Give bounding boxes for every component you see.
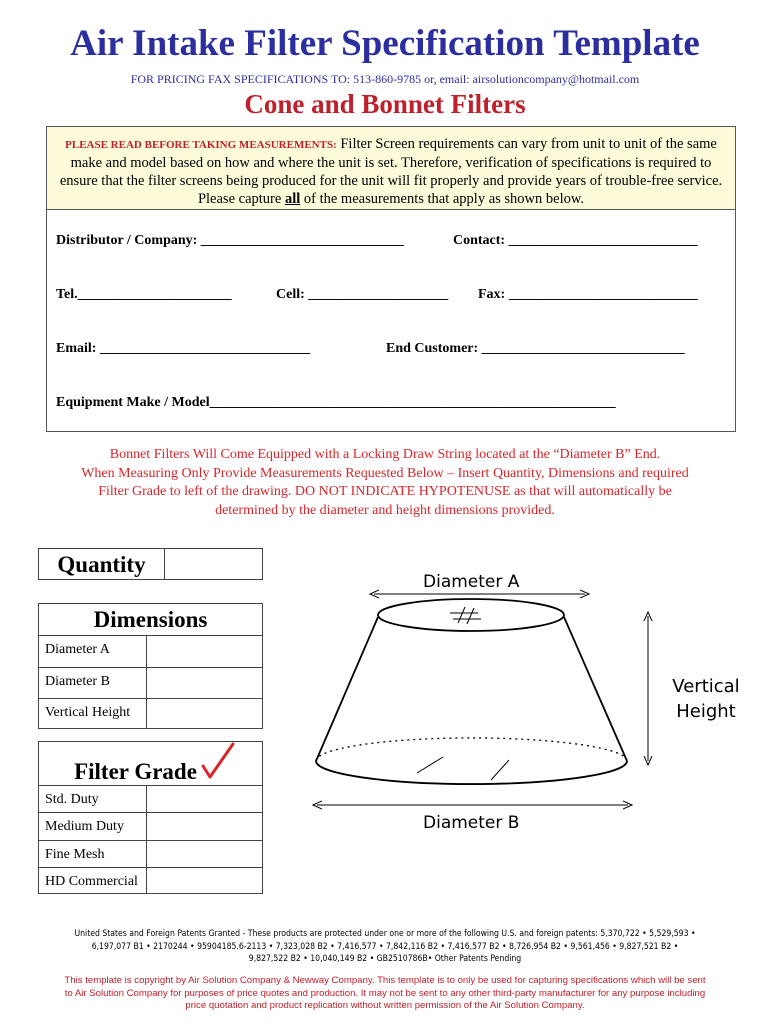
grade-row-medium-duty — [39, 812, 262, 840]
diameter-b-input[interactable] — [146, 668, 262, 698]
fax-field[interactable]: Fax: ___________________________ — [478, 287, 698, 302]
vertical-word: Vertical — [672, 676, 740, 697]
quantity-input[interactable] — [165, 549, 262, 579]
hd-commercial-checkbox[interactable] — [146, 868, 262, 893]
notice-emphasis: all — [284, 191, 301, 207]
contact-field[interactable]: Contact: ___________________________ — [453, 233, 698, 248]
shine-mark-icon — [417, 757, 443, 773]
cell-field[interactable]: Cell: ____________________ — [276, 287, 449, 302]
grade-row-hd-commercial — [39, 867, 262, 893]
grade-label: Medium Duty — [45, 819, 124, 834]
measurement-notice — [46, 126, 736, 210]
contact-form — [46, 209, 736, 432]
diameter-b-label: Diameter B — [423, 813, 520, 833]
filter-grade-box — [38, 741, 263, 894]
instructions-line-3: Filter Grade to left of the drawing. DO NOT INDICATE HYPOTENUSE as that will automatically be — [98, 484, 672, 499]
patents-notice — [30, 928, 740, 966]
copyright-line-2: to Air Solution Company for purposes of price quotes and production. It may not be sent to any other third-party manufacturer for any purpose including — [64, 987, 706, 999]
fax-line: FOR PRICING FAX SPECIFICATIONS TO: 513-860-9785 or, email: airsolutioncompany@hotmail.com — [130, 72, 640, 86]
patents-line-3: 9,827,522 B2 • 10,040,149 B2 • GB2510786B• Other Patents Pending — [248, 954, 522, 964]
tel-field[interactable]: Tel.______________________ — [56, 287, 232, 302]
vertical-height-label — [664, 674, 748, 724]
fine-mesh-checkbox[interactable] — [146, 841, 262, 867]
checkmark-icon — [197, 742, 237, 782]
notice-text-1: Filter Screen requirements can vary from unit to unit of the same make and model based on how and where the unit is set. Therefore, verification of specifications is required to ensure that the filter screens being produced for the unit will fit properly and provide years of trouble-free service. Please capture — [59, 136, 723, 207]
page-subtitle: Cone and Bonnet Filters — [244, 89, 526, 119]
notice-text-2: of the measurements that apply as shown below. — [300, 191, 585, 207]
dimension-row-diameter-b — [39, 667, 262, 698]
dimension-label: Vertical Height — [45, 705, 131, 720]
diameter-a-label: Diameter A — [423, 572, 520, 592]
copyright-line-3: price quotation and product replication without written permission of the Air Solution Company. — [185, 1000, 585, 1011]
shine-mark-icon — [491, 760, 509, 780]
page-title: Air Intake Filter Specification Template — [70, 23, 700, 64]
patents-line-2: 6,197,077 B1 • 2170244 • 95904185.6-2113 • 7,323,028 B2 • 7,416,577 • 7,842,116 B2 • 7,416,577 B2 • 8,726,954 B2 • 9,561,456 • 9,827,521 B2 • — [91, 941, 679, 952]
instructions-line-4: determined by the diameter and height dimensions provided. — [215, 502, 555, 518]
quantity-label: Quantity — [39, 549, 165, 579]
grade-label: HD Commercial — [45, 874, 138, 889]
equipment-field[interactable]: Equipment Make / Model__________________________________________________________ — [56, 395, 616, 410]
medium-duty-checkbox[interactable] — [146, 813, 262, 840]
distributor-field[interactable]: Distributor / Company: _____________________________ — [56, 233, 404, 248]
grade-label: Std. Duty — [45, 792, 99, 807]
vertical-height-input[interactable] — [146, 699, 262, 728]
copyright-notice — [30, 975, 740, 1013]
instructions — [30, 446, 740, 520]
patents-line-1: United States and Foreign Patents Granted - These products are protected under one or more of the following U.S. and foreign patents: 5,370,722 • 5,529,593 • — [74, 929, 696, 939]
dimension-label: Diameter A — [45, 642, 110, 657]
end-customer-field[interactable]: End Customer: _____________________________ — [386, 341, 685, 356]
filter-grade-title: Filter Grade — [74, 759, 197, 784]
height-word: Height — [676, 701, 736, 722]
cone-bottom-front — [316, 761, 627, 784]
cone-right-side — [564, 617, 627, 761]
dimension-label: Diameter B — [45, 674, 110, 689]
dimensions-title: Dimensions — [93, 607, 208, 632]
quantity-box — [38, 548, 263, 580]
copyright-line-1: This template is copyright by Air Solution Company & Newway Company. This template is to only be used for capturing specifications which will be sent — [64, 975, 706, 986]
notice-lead: PLEASE READ BEFORE TAKING MEASUREMENTS: — [65, 139, 337, 151]
email-field[interactable]: Email: ______________________________ — [56, 341, 310, 356]
dimensions-box — [38, 603, 263, 729]
top-hatch-icon — [450, 607, 481, 624]
grade-row-fine-mesh — [39, 840, 262, 867]
grade-row-std-duty — [39, 785, 262, 812]
instructions-line-2: When Measuring Only Provide Measurements Requested Below – Insert Quantity, Dimensions and required — [81, 465, 689, 481]
dimension-row-diameter-a — [39, 635, 262, 667]
instructions-line-1: Bonnet Filters Will Come Equipped with a Locking Draw String located at the “Diameter B” End. — [109, 447, 661, 462]
diameter-a-input[interactable] — [146, 636, 262, 667]
grade-label: Fine Mesh — [45, 847, 105, 862]
dimension-row-vertical-height — [39, 698, 262, 728]
cone-bottom-back — [316, 738, 627, 761]
cone-left-side — [316, 617, 378, 761]
std-duty-checkbox[interactable] — [146, 786, 262, 812]
